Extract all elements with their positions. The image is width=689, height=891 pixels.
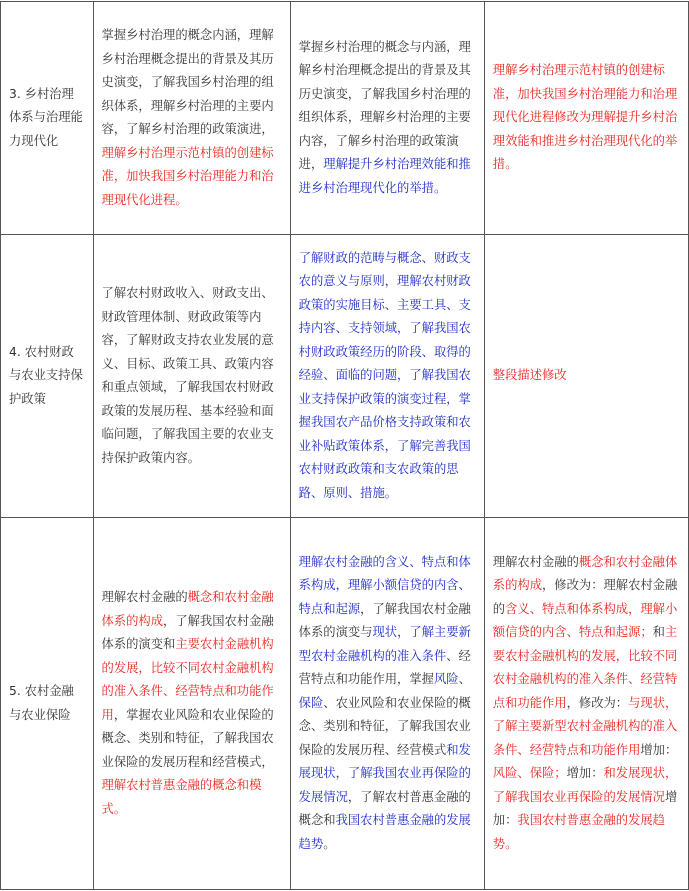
red-text-segment: 我国农村普惠金融的发展趋势。 — [492, 813, 665, 851]
revised-text-cell — [290, 2, 484, 235]
red-text-segment: 和发展现状，了解我国农业再保险的发展情况 — [492, 766, 678, 804]
topic-cell: 3. 乡村治理体系与治理能力现代化 — [1, 2, 94, 235]
text-segment: 、经营特点和功能作用，掌握 — [298, 648, 471, 687]
blue-text-segment: 和发展现状 — [298, 742, 471, 781]
original-text-cell — [93, 2, 290, 235]
blue-text-segment: 了解主要新型农村金融机构的准入条件 — [298, 625, 471, 663]
text-segment: 增加： — [566, 766, 604, 781]
blue-text-segment: 理解农村金融的含义、特点和体系构成，理解小额信贷的内含、特点和起源 — [298, 554, 471, 616]
red-text-segment: 与现状，了解主要新型农村金融机构的准入条件、经营特点和功能作用 — [492, 695, 678, 757]
text-segment: 掌握乡村治理的概念内涵，理解乡村治理概念提出的背景及其历史演变，了解我国乡村治理的组织体系，理解乡村治理的主要内容，了解乡村治理的政策演进， — [101, 28, 274, 136]
text-segment: 。 — [323, 836, 336, 851]
text-segment: 理解农村金融的 — [492, 554, 579, 569]
text-segment: ，修改为： — [566, 695, 629, 710]
text-segment: 增加： — [492, 789, 678, 828]
blue-text-segment: 了解我国农业再保险的发展情况 — [298, 766, 471, 804]
text-segment: ，了解我国农村金融体系的演变与 — [298, 601, 471, 640]
red-text-segment: 主要农村金融机构的发展，比较不同农村金融机构的准入条件、经营特点和功能作用 — [101, 637, 274, 722]
text-segment: ，了解我国农村金融体系的演变和 — [101, 613, 274, 651]
text-segment: 掌握乡村治理的概念与内涵，理解乡村治理概念提出的背景及其历史演变，了解我国乡村治理的组织体系，理解乡村治理的主要内容，了解乡村治理的政策演进， — [298, 39, 471, 172]
text-segment: 、 — [458, 672, 471, 687]
text-segment: ，了解农村普惠金融的概念和 — [298, 789, 471, 828]
table-row — [1, 235, 689, 518]
red-text-segment: 理解农村普惠金融的概念和模式。 — [101, 778, 262, 816]
blue-text-segment: 保险 — [298, 695, 324, 710]
red-text-segment: 含义、特点和体系构成，理解小额信贷的内含、特点和起源； — [492, 601, 678, 640]
blue-text-segment: 现状 — [372, 625, 398, 640]
red-text-segment: 理解乡村治理示范村镇的创建标准，加快我国乡村治理能力和治理现代化进程修改为理解提升乡村治理效能和推进乡村治理现代化的举措。 — [492, 63, 678, 172]
change-note-cell — [484, 2, 688, 235]
topic-cell: 4. 农村财政与农业支持保护政策 — [1, 235, 94, 518]
text-segment: ， — [397, 625, 410, 640]
change-note-cell — [484, 235, 688, 518]
change-note-cell — [484, 518, 688, 890]
red-text-segment: 整段描述修改 — [492, 368, 567, 383]
text-segment: ，修改为：理解农村金融的 — [492, 578, 678, 616]
red-text-segment: 概念和农村金融体系的构成 — [101, 590, 274, 628]
text-segment: 、农业风险和农业保险的概念、类别和特征，了解我国农业保险的发展历程、经营模式 — [298, 695, 471, 757]
text-segment: ，掌握农业风险和农业保险的概念、类别和特征，了解我国农业保险的发展历程和经营模式， — [101, 707, 274, 769]
revised-text-cell — [290, 518, 484, 890]
table-row — [1, 2, 689, 235]
original-text-cell — [93, 518, 290, 890]
topic-cell: 5. 农村金融与农业保险 — [1, 518, 94, 890]
blue-text-segment: 了解财政的范畴与概念、财政支农的意义与原则，理解农村财政政策的实施目标、主要工具、支持内容、支持领域，了解我国农村财政政策经历的阶段、取得的经验、面临的问题，了解我国农业支持保护政策的演变过程，掌握我国农产品价格支持政策和农业补贴政策体系，了解完善我国农村财政政策和支农政策的思路、原则、措施。 — [298, 250, 471, 500]
text-segment: 理解农村金融的 — [101, 590, 188, 604]
red-text-segment: 风险、保险； — [492, 766, 567, 781]
red-text-segment: 主要农村金融机构的发展，比较不同农村金融机构的准入条件、经营特点和功能作用 — [492, 625, 678, 710]
revised-text-cell — [290, 235, 484, 518]
original-text-cell — [93, 235, 290, 518]
text-segment: 和 — [652, 625, 665, 640]
syllabus-change-table — [0, 1, 689, 890]
blue-text-segment: 风险 — [433, 672, 459, 687]
table-row — [1, 518, 689, 890]
blue-text-segment: 理解提升乡村治理效能和推进乡村治理现代化的举措。 — [298, 157, 471, 195]
blue-text-segment: 我国农村普惠金融的发展趋势 — [298, 813, 471, 851]
red-text-segment: 理解乡村治理示范村镇的创建标准，加快我国乡村治理能力和治理现代化进程。 — [101, 145, 274, 207]
text-segment: 增加： — [640, 742, 678, 757]
red-text-segment: 概念和农村金融体系的构成 — [492, 554, 678, 593]
text-segment: ， — [335, 766, 348, 781]
text-segment: 了解农村财政收入、财政支出、财政管理体制、财政政策等内容，了解财政支持农业发展的意义、目标、政策工具、政策内容和重点领域，了解我国农村财政政策的发展历程、基本经验和面临问题，了解我国主要的农业支持保护政策内容。 — [101, 286, 274, 465]
